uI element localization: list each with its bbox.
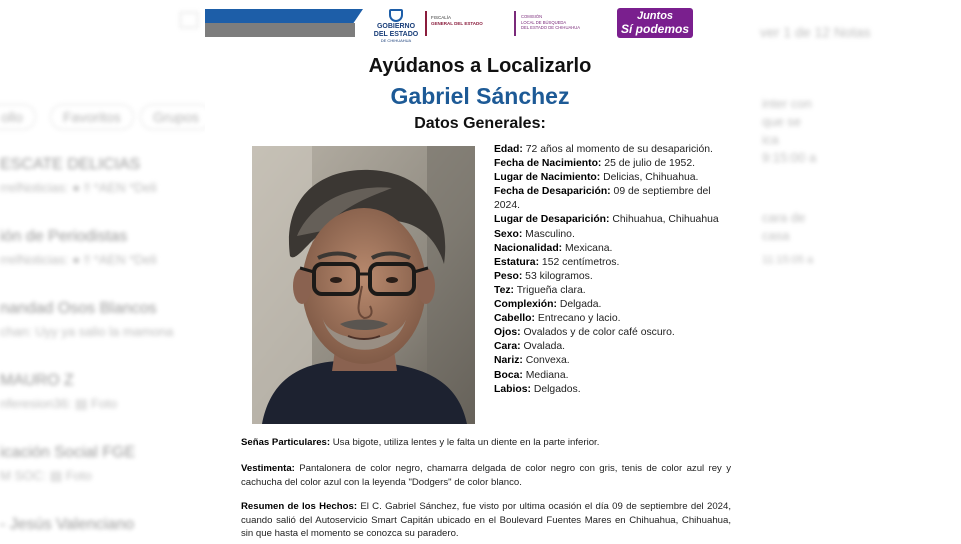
- gob-line1: GOBIERNO: [376, 23, 416, 30]
- field-label: Edad:: [494, 144, 523, 155]
- senas-particulares: [241, 436, 731, 450]
- chat-preview: nferesion36: ▤ Foto: [0, 396, 118, 411]
- resumen-hechos: [241, 500, 731, 541]
- portrait-illustration: [252, 146, 475, 424]
- note-time: 11:15:05 a: [762, 254, 814, 266]
- field-label: Sexo:: [494, 228, 523, 240]
- field-label: Nariz:: [494, 355, 523, 367]
- chat-title[interactable]: MAURO Z: [0, 372, 74, 389]
- vestimenta-label: Vestimenta:: [241, 463, 295, 474]
- comision-line1: COMISIÓN: [521, 14, 543, 19]
- field-value: Chihuahua, Chihuahua: [609, 214, 719, 226]
- field-lugar-nacimiento: [494, 171, 719, 185]
- section-title: Datos Generales:: [414, 115, 546, 132]
- note-text: casa: [762, 228, 790, 243]
- field-complexion: [494, 298, 719, 312]
- field-label: Nacionalidad:: [494, 242, 563, 254]
- tab-favoritos[interactable]: Favoritos: [50, 104, 134, 130]
- chat-preview: rrelNoticias: ● ‼ *AEN *Deli: [0, 252, 157, 267]
- comision-line3: DEL ESTADO DE CHIHUAHUA: [521, 25, 581, 30]
- field-tez: [494, 284, 719, 298]
- general-data-list: [494, 143, 719, 397]
- field-label: Lugar de Desaparición:: [494, 214, 610, 226]
- field-estatura: [494, 256, 719, 270]
- field-value: Masculino.: [522, 228, 575, 240]
- field-fecha-desaparicion: [494, 185, 719, 213]
- field-lugar-desaparicion: [494, 213, 719, 227]
- missing-person-poster: [205, 0, 755, 544]
- field-value: Ovalada.: [520, 341, 566, 353]
- note-time: 9:15:00 a: [762, 150, 817, 165]
- fiscalia-line2: GENERAL DEL ESTADO: [431, 21, 483, 26]
- comision-line2: LOCAL DE BÚSQUEDA: [521, 19, 567, 25]
- chat-preview: chan: Uyy ya salio la mamona: [0, 324, 174, 339]
- chat-preview: M SOC: ▤ Foto: [0, 468, 92, 483]
- note-text: cara de: [762, 210, 806, 225]
- field-value: Ovalados y de color café oscuro.: [520, 327, 675, 339]
- gob-line3: DE CHIHUAHUA: [380, 38, 412, 43]
- field-value: 152 centímetros.: [539, 256, 620, 268]
- field-fecha-nacimiento: [494, 157, 719, 171]
- chat-title[interactable]: - Jesús Valenciano: [0, 516, 134, 533]
- field-cara: [494, 340, 719, 354]
- poster-title: Ayúdanos a Localizarlo: [368, 55, 592, 77]
- field-peso: [494, 270, 719, 284]
- field-label: Tez:: [494, 284, 515, 296]
- tab-todos[interactable]: ollo: [0, 104, 36, 130]
- field-boca: [494, 369, 719, 383]
- field-value: Delgada.: [556, 299, 602, 311]
- chat-preview: rrelNoticias: ● ‼ *AEN *Deli: [0, 180, 157, 195]
- gobierno-logo: [373, 9, 419, 43]
- field-value: Mediana.: [522, 369, 569, 381]
- field-labios: [494, 383, 719, 397]
- note-text: inter con: [762, 96, 812, 111]
- field-label: Fecha de Nacimiento:: [494, 158, 602, 170]
- comision-logo: [521, 14, 611, 31]
- crest-icon: [389, 9, 403, 22]
- juntos-logo: [617, 8, 693, 38]
- field-nariz: [494, 354, 719, 368]
- field-value: Mexicana.: [562, 242, 613, 254]
- field-value: Entrecano y lacio.: [535, 313, 621, 325]
- field-value: 72 años al momento de su desaparición.: [522, 144, 713, 155]
- field-label: Ojos:: [494, 327, 521, 339]
- window-icon: [180, 12, 198, 28]
- resumen-text: El C. Gabriel Sánchez, fue visto por ultima ocasión el día 09 de septiembre del 2024, cuando salió del Autoservicio Smart Capitán ubicado en el Boulevard Fuentes Mares en Chihuahua, Chihuahua, sin que hasta el momento se conozca su paradero.: [241, 501, 732, 540]
- field-value: 09 de septiembre del 2024.: [494, 186, 711, 212]
- field-label: Labios:: [494, 383, 531, 395]
- note-text: ica: [762, 132, 779, 147]
- vestimenta: [241, 462, 731, 489]
- vestimenta-text: Pantalonera de color negro, chamarra delgada de color negro con gris, tenis de color azul rey y cachucha del color azul con la leyenda "Dodgers" de color blanco.: [241, 463, 731, 488]
- chat-title[interactable]: ESCATE DELICIAS: [0, 156, 141, 173]
- field-value: Delicias, Chihuahua.: [600, 172, 699, 184]
- field-label: Fecha de Desaparición:: [494, 186, 611, 198]
- field-label: Boca:: [494, 369, 523, 381]
- chat-title[interactable]: nandad Osos Blancos: [0, 300, 157, 317]
- juntos-line2: Sí podemos: [620, 22, 689, 36]
- field-value: Delgados.: [530, 383, 581, 395]
- fiscalia-logo: [431, 15, 501, 27]
- field-sexo: [494, 228, 719, 242]
- chat-title[interactable]: ión de Periodistas: [0, 228, 128, 245]
- senas-text: Usa bigote, utiliza lentes y le falta un diente en la parte inferior.: [330, 437, 600, 448]
- field-cabello: [494, 312, 719, 326]
- person-name: Gabriel Sánchez: [390, 83, 570, 109]
- header-color-bar: [205, 9, 363, 37]
- field-value: 25 de julio de 1952.: [601, 158, 695, 170]
- juntos-line1: Juntos: [636, 10, 674, 22]
- senas-label: Señas Particulares:: [241, 437, 331, 448]
- field-value: Convexa.: [522, 355, 570, 367]
- chat-title[interactable]: icación Social FGE: [0, 444, 136, 461]
- resumen-label: Resumen de los Hechos:: [241, 501, 358, 512]
- separator: [514, 11, 516, 36]
- field-nacionalidad: [494, 242, 719, 256]
- field-ojos: [494, 326, 719, 340]
- field-label: Lugar de Nacimiento:: [494, 172, 601, 184]
- field-label: Cara:: [494, 341, 521, 353]
- tab-grupos[interactable]: Grupos: [140, 104, 212, 130]
- field-value: 53 kilogramos.: [522, 270, 593, 282]
- field-label: Cabello:: [494, 313, 535, 325]
- field-label: Complexión:: [494, 299, 557, 311]
- field-value: Trigueña clara.: [514, 284, 586, 296]
- person-photo: [252, 146, 475, 424]
- field-label: Estatura:: [494, 256, 540, 268]
- notes-counter: ver 1 de 12 Notas: [760, 24, 871, 40]
- field-edad: [494, 143, 719, 157]
- separator: [425, 11, 427, 36]
- note-text: que se: [762, 114, 802, 129]
- fiscalia-line1: FISCALÍA: [431, 15, 452, 20]
- gob-line2: DEL ESTADO: [373, 31, 419, 38]
- field-label: Peso:: [494, 270, 523, 282]
